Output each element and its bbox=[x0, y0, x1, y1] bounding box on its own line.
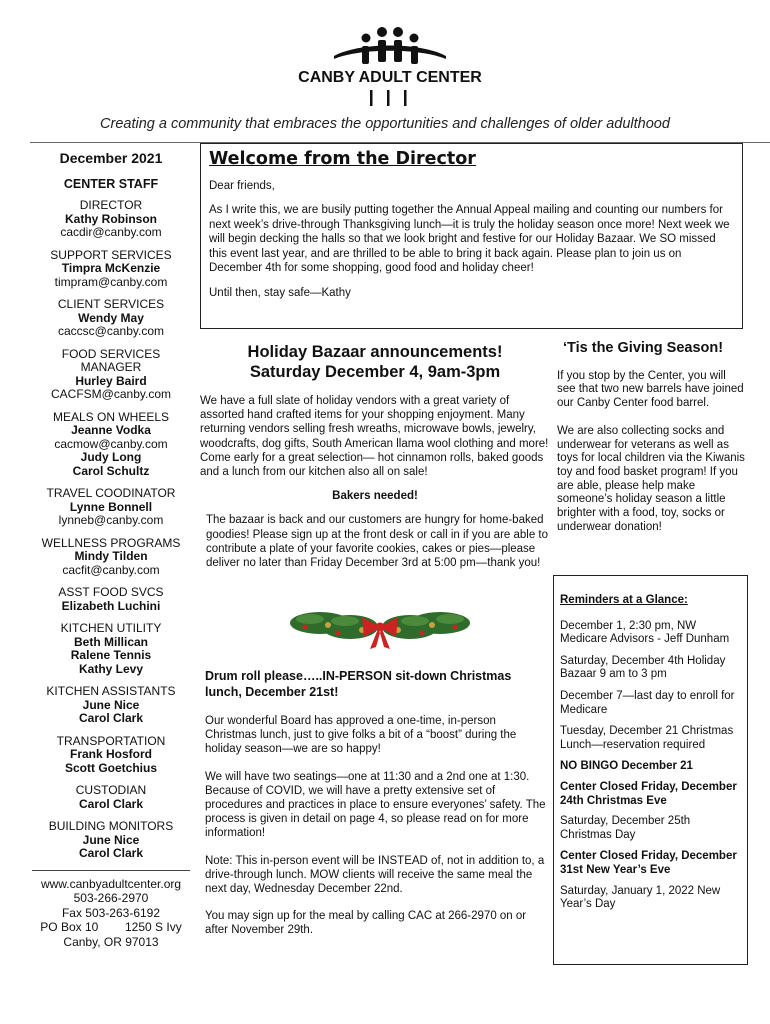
org-name: CANBY ADULT CENTER bbox=[298, 69, 482, 86]
staff-role: DIRECTOR bbox=[79, 198, 143, 212]
phone-number: 503-266-2970 bbox=[73, 891, 149, 905]
staff-role: ASST FOOD SVCS bbox=[58, 585, 164, 599]
staff-name: Ralene Tennis bbox=[70, 648, 152, 662]
christmas-lunch-article bbox=[205, 668, 550, 951]
staff-group bbox=[32, 199, 190, 240]
giving-paragraph-2: We are also collecting socks and underwear for veterans as well as toys for local children via the Kiwanis toy and food basket program! If you are able, please help make someone’s holiday season a little brighter with a food, toy, socks or underwear donation! bbox=[557, 424, 745, 533]
lunch-paragraph: Note: This in-person event will be INSTEAD of, not in addition to, a drive-through lunch. MOW clients will receive the same meal the next day, Wednesday December 22nd. bbox=[205, 854, 545, 896]
staff-role: CUSTODIAN bbox=[75, 783, 147, 797]
canby-adult-center-logo bbox=[290, 26, 490, 110]
staff-sidebar bbox=[32, 152, 190, 949]
staff-name: June Nice bbox=[82, 697, 140, 712]
staff-name: Jeanne Vodka bbox=[71, 423, 151, 437]
holiday-garland-image bbox=[290, 597, 470, 651]
staff-role: SUPPORT SERVICES bbox=[50, 247, 172, 262]
staff-name: Timpra McKenzie bbox=[61, 261, 161, 275]
staff-role: BUILDING MONITORS bbox=[48, 819, 174, 833]
sidebar-divider bbox=[32, 870, 190, 871]
director-title: Welcome from the Director bbox=[209, 149, 476, 169]
staff-group bbox=[32, 537, 190, 578]
staff-name: Carol Clark bbox=[78, 846, 144, 860]
reminder-item: Saturday, January 1, 2022 New Year’s Day bbox=[560, 884, 721, 911]
bakers-body: The bazaar is back and our customers are hungry for home-baked goodies! Please sign up at the front desk or call in if you are able to contribute a plate of your favorite cookies, cakes or pies—please deliver no later than Friday December 3rd at 5:00 pm—thank you! bbox=[206, 514, 549, 570]
reminders-list bbox=[560, 620, 742, 912]
bazaar-article bbox=[200, 342, 550, 580]
staff-group bbox=[32, 411, 190, 479]
reminder-item: Center Closed Friday, December 24th Christmas Eve bbox=[560, 780, 737, 807]
director-greeting: Dear friends, bbox=[209, 179, 275, 192]
staff-role: MEALS ON WHEELS bbox=[52, 409, 170, 424]
reminder-item: Tuesday, December 21 Christmas Lunch—reservation required bbox=[560, 725, 734, 751]
reminder-item: Saturday, December 25th Christmas Day bbox=[560, 815, 691, 841]
staff-name: Mindy Tilden bbox=[74, 549, 148, 563]
staff-group bbox=[32, 487, 190, 528]
staff-name: Elizabeth Luchini bbox=[61, 598, 161, 613]
lunch-paragraph: You may sign up for the meal by calling CAC at 266-2970 on or after November 29th. bbox=[205, 910, 527, 937]
staff-name: Judy Long bbox=[80, 450, 142, 464]
tagline: Creating a community that embraces the opportunities and challenges of older adulthood bbox=[100, 116, 670, 132]
address-line-1: PO Box 10 1250 S Ivy bbox=[40, 920, 182, 934]
website-link[interactable]: www.canbyadultcenter.org bbox=[40, 876, 182, 891]
staff-group bbox=[32, 820, 190, 861]
giving-season-article bbox=[557, 342, 747, 548]
staff-group bbox=[32, 784, 190, 811]
reminder-item: Saturday, December 4th Holiday Bazaar 9 am to 3 pm bbox=[560, 654, 726, 681]
bazaar-body: We have a full slate of holiday vendors with a great variety of assorted hand crafted items for your shopping enjoyment. Many returning vendors selling fresh wreaths, microwave bowls, jewelry, woodcrafts, dog gifts, South American llama wool clothing and more! Come early for a great selection— hot cinnamon rolls, baked goods and a lunch from our kitchen also all on sale! bbox=[200, 395, 549, 479]
staff-name: Kathy Levy bbox=[78, 661, 144, 676]
staff-role: CLIENT SERVICES bbox=[57, 297, 165, 311]
bakers-heading: Bakers needed! bbox=[332, 490, 418, 503]
staff-role: KITCHEN UTILITY bbox=[60, 621, 162, 635]
staff-email[interactable]: lynneb@canby.com bbox=[58, 513, 164, 527]
staff-group bbox=[32, 735, 190, 776]
bazaar-title-line-1: Holiday Bazaar announcements! bbox=[247, 343, 503, 361]
staff-group bbox=[32, 298, 190, 339]
reminders-box bbox=[553, 575, 748, 965]
bazaar-title bbox=[200, 342, 550, 382]
contact-info bbox=[32, 877, 190, 950]
fax-number: Fax 503-263-6192 bbox=[61, 905, 161, 920]
lunch-paragraph: Our wonderful Board has approved a one-time, in-person Christmas lunch, just to give folks a bit of a “boost” during the holiday season—we are so happy! bbox=[205, 715, 517, 756]
staff-email[interactable]: CACFSM@canby.com bbox=[51, 387, 171, 401]
staff-role: TRAVEL COODINATOR bbox=[46, 486, 176, 500]
staff-name: June Nice bbox=[82, 832, 140, 847]
reminder-item: December 7—last day to enroll for Medicare bbox=[560, 689, 735, 716]
director-signoff: Until then, stay safe—Kathy bbox=[209, 286, 351, 299]
staff-name: Hurley Baird bbox=[75, 373, 147, 388]
reminder-item: NO BINGO December 21 bbox=[560, 760, 693, 773]
staff-name: Carol Clark bbox=[78, 796, 144, 811]
staff-group bbox=[32, 622, 190, 676]
lunch-paragraph: We will have two seatings—one at 11:30 and a 2nd one at 1:30. Because of COVID, we will have a pretty extensive set of procedures and practices in place to ensure everyones’ safety. The process is given in detail on page 4, so please read on for more information! bbox=[205, 770, 546, 840]
giving-title: ‘Tis the Giving Season! bbox=[563, 340, 724, 356]
reminder-item: Center Closed Friday, December 31st New Year’s Eve bbox=[560, 850, 737, 876]
staff-email[interactable]: cacmow@canby.com bbox=[54, 436, 168, 451]
staff-name: Scott Goetchius bbox=[64, 760, 157, 775]
staff-name: Lynne Bonnell bbox=[69, 499, 153, 514]
staff-email[interactable]: caccsc@canby.com bbox=[58, 324, 164, 338]
staff-group bbox=[32, 586, 190, 613]
staff-groups bbox=[32, 199, 190, 861]
staff-group bbox=[32, 348, 190, 402]
giving-paragraph-1: If you stop by the Center, you will see that two new barrels have joined our Canby Center food barrel. bbox=[557, 369, 744, 410]
reminders-heading: Reminders at a Glance: bbox=[560, 594, 688, 606]
staff-name: Carol Clark bbox=[78, 711, 144, 725]
director-letter-box bbox=[200, 143, 743, 329]
staff-email[interactable]: cacdir@canby.com bbox=[60, 225, 162, 239]
staff-name: Beth Millican bbox=[73, 634, 148, 649]
reminder-item: December 1, 2:30 pm, NW Medicare Advisors - Jeff Dunham bbox=[560, 619, 730, 646]
staff-name: Wendy May bbox=[78, 310, 144, 325]
staff-role: WELLNESS PROGRAMS bbox=[41, 535, 181, 550]
staff-name: Kathy Robinson bbox=[65, 211, 157, 226]
director-body: As I write this, we are busily putting together the Annual Appeal mailing and counting our numbers for next week’s drive-through Thanksgiving lunch—it is truly the holiday season once more! Next week we will begin decking the halls so that we look bright and festive for our Holiday Bazaar. We SO missed this event last year, and are thrilled to be able to bring it back again. Please plan to join us on December 4th for some shopping, good food and holiday cheer! bbox=[209, 204, 730, 274]
staff-heading: CENTER STAFF bbox=[63, 176, 159, 191]
staff-group bbox=[32, 249, 190, 290]
staff-name: Carol Schultz bbox=[72, 463, 150, 478]
address-line-2: Canby, OR 97013 bbox=[63, 934, 159, 949]
issue-month: December 2021 bbox=[59, 150, 163, 166]
staff-name: Frank Hosford bbox=[69, 747, 152, 761]
staff-group bbox=[32, 685, 190, 726]
lunch-title: Drum roll please…..IN-PERSON sit-down Christmas lunch, December 21st! bbox=[205, 669, 512, 699]
bazaar-title-line-2: Saturday December 4, 9am-3pm bbox=[249, 363, 501, 381]
staff-role: FOOD SERVICES MANAGER bbox=[61, 346, 161, 374]
staff-role: KITCHEN ASSISTANTS bbox=[46, 684, 176, 698]
staff-email[interactable]: cacfit@canby.com bbox=[62, 562, 160, 577]
staff-role: TRANSPORTATION bbox=[56, 733, 166, 748]
staff-email[interactable]: timpram@canby.com bbox=[54, 274, 168, 289]
